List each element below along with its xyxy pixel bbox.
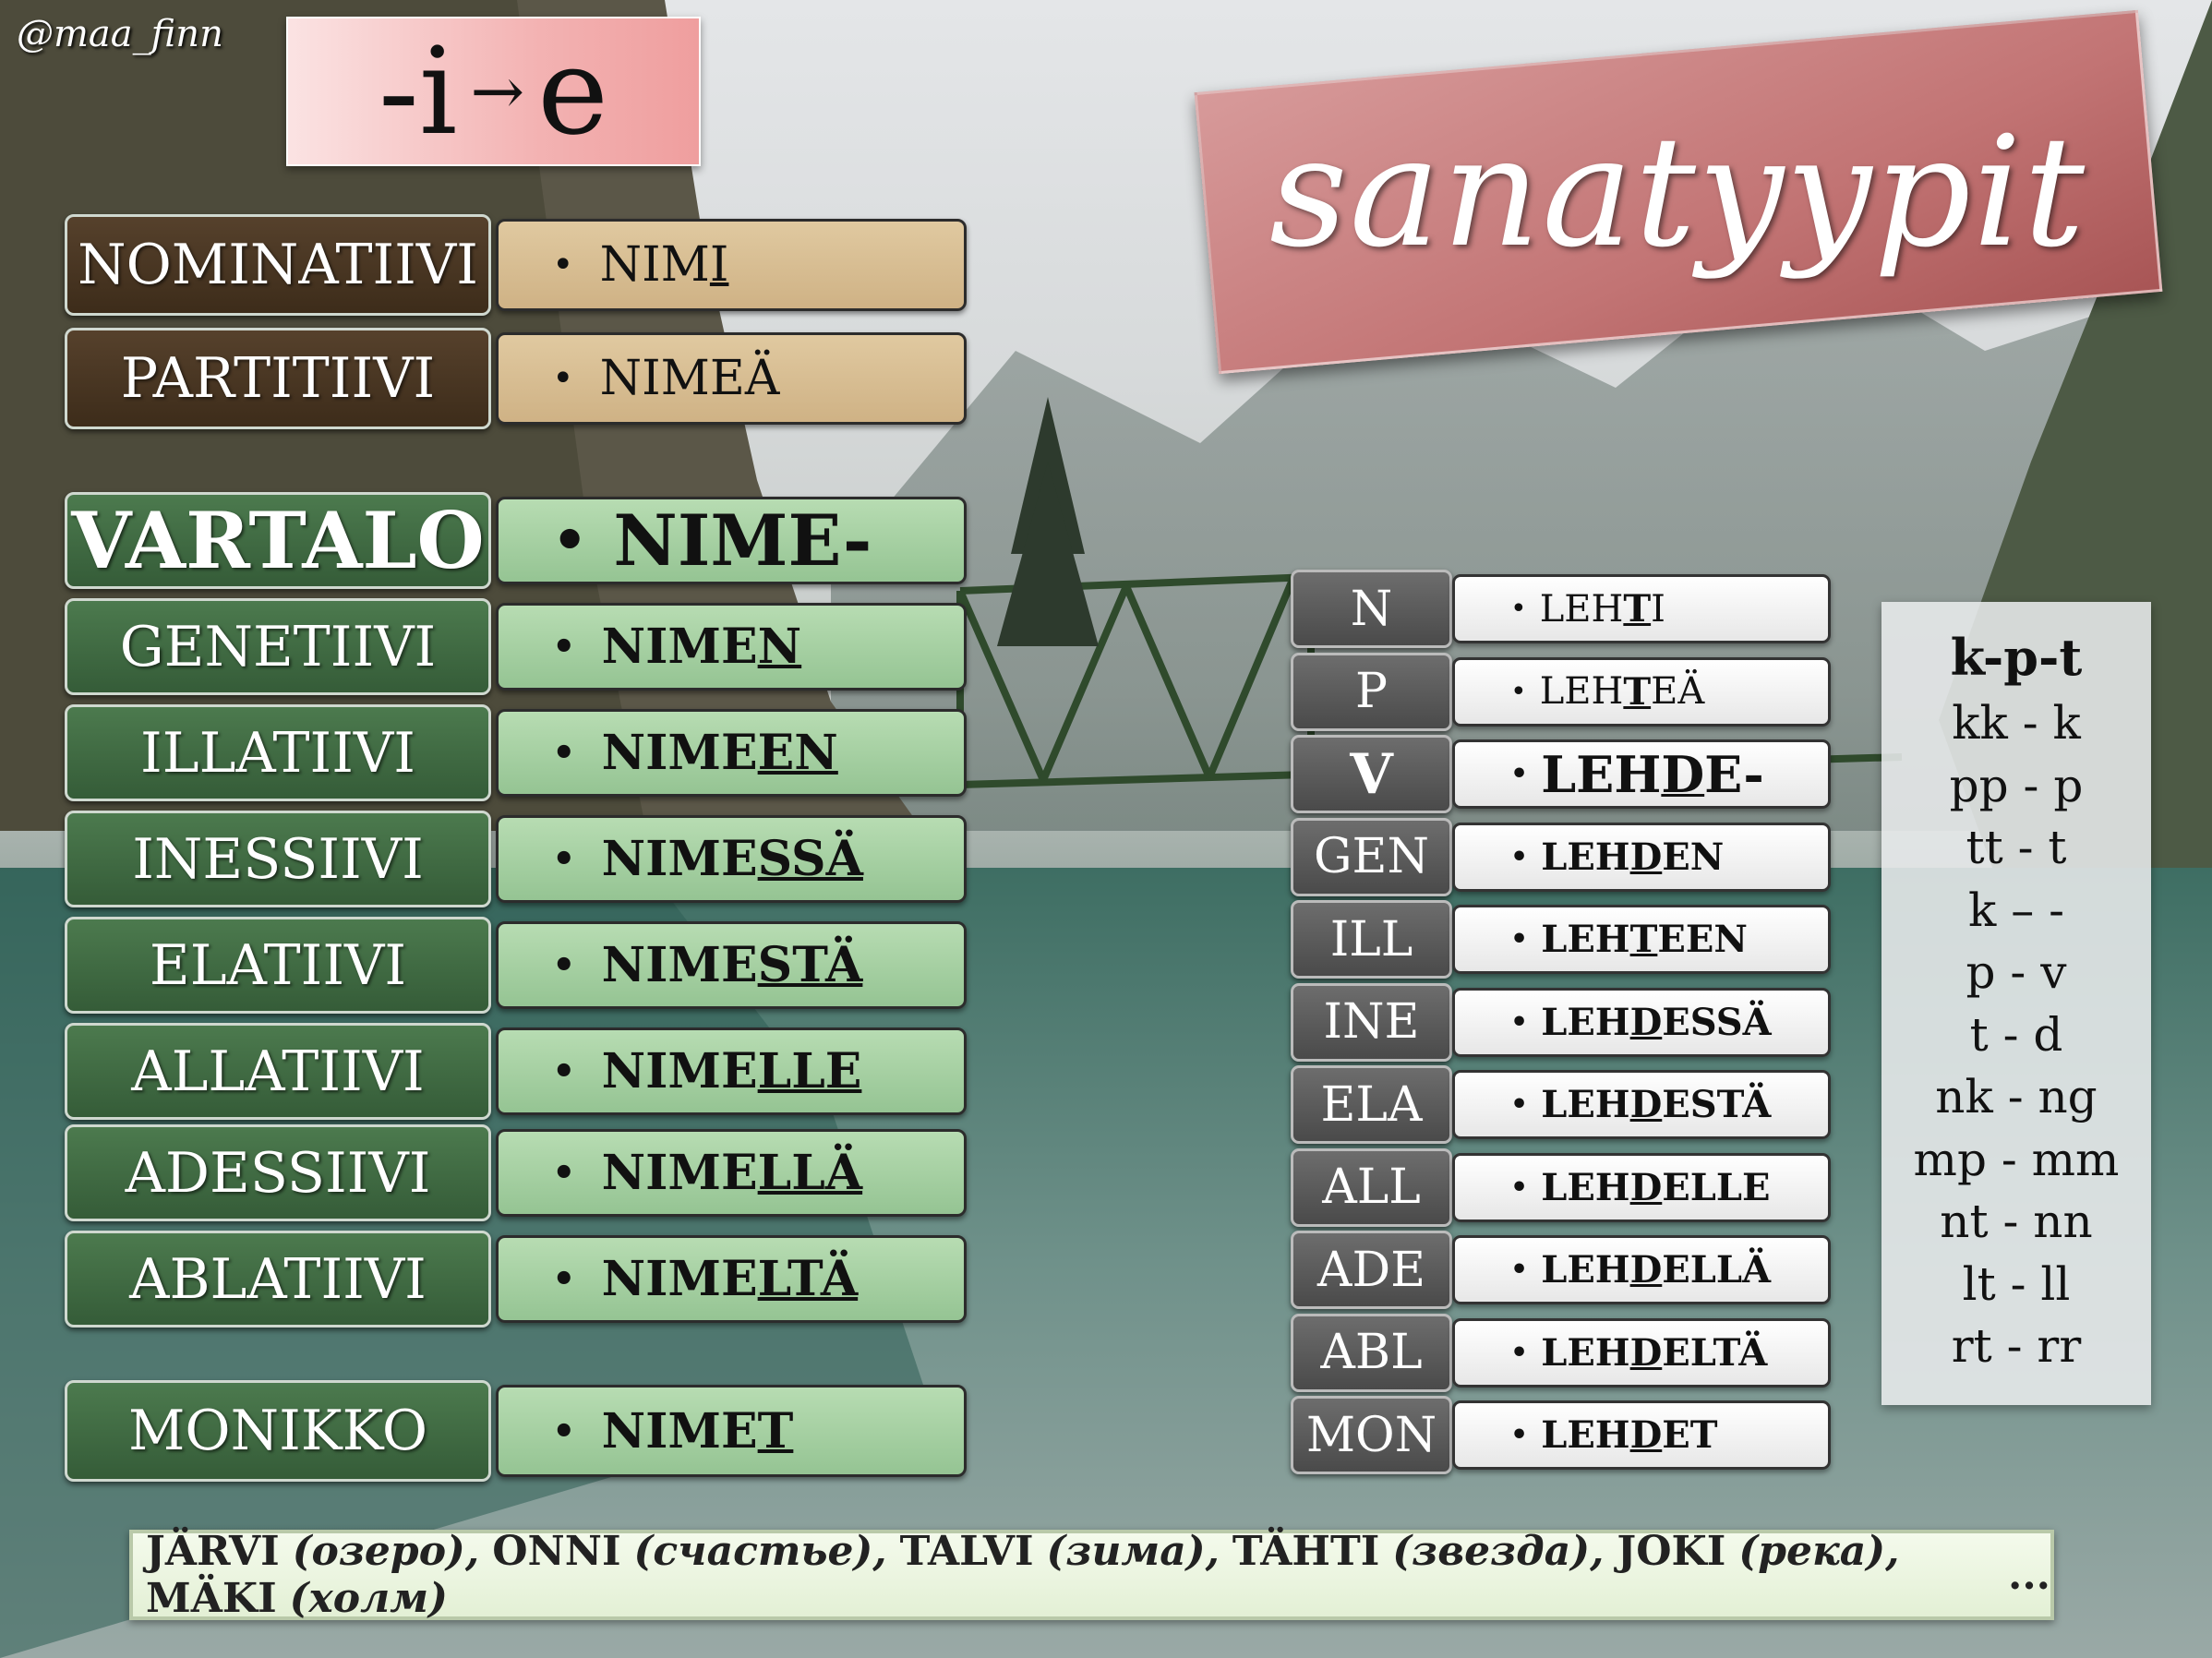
bullet-icon: • (1510, 923, 1529, 955)
form-ending: SSÄ (757, 831, 863, 887)
bullet-icon: • (552, 1151, 576, 1195)
form-gradation-letter: D (1629, 1330, 1663, 1375)
example-translation: (счастье), (633, 1528, 887, 1575)
kpt-row: lt - ll (1962, 1256, 2071, 1311)
bullet-icon: • (552, 357, 574, 400)
kpt-row: k – - (1968, 883, 2064, 937)
case-abbrev: ABL (1291, 1314, 1452, 1392)
examples-list (146, 1528, 1995, 1622)
example-word: MÄKI (146, 1575, 277, 1622)
example-translation: (река), (1738, 1528, 1900, 1575)
case-label: NOMINATIIVI (65, 214, 491, 316)
page-title: sanatyypit (1269, 103, 2087, 281)
case-abbrev: MON (1291, 1396, 1452, 1474)
bullet-icon: • (1510, 1419, 1529, 1451)
example-word: JOKI (1617, 1528, 1726, 1575)
form-rest: EÄ (1651, 670, 1705, 713)
form-stem: NIME (601, 937, 758, 993)
form-gradation-letter: D (1661, 744, 1705, 804)
bullet-icon: • (1510, 1336, 1529, 1369)
case-form (1452, 988, 1831, 1057)
case-label: ABLATIIVI (65, 1231, 491, 1328)
example-translation: (озеро), (292, 1528, 480, 1575)
case-form (1452, 657, 1831, 727)
case-abbrev: INE (1291, 983, 1452, 1062)
bullet-icon: • (1510, 593, 1527, 625)
bullet-icon: • (552, 244, 574, 286)
example-word: JÄRVI (146, 1528, 280, 1575)
case-label: ILLATIIVI (65, 704, 491, 801)
case-label: VARTALO (65, 492, 491, 589)
rule-badge (286, 17, 701, 166)
form-rest: E- (1704, 744, 1764, 804)
bullet-icon: • (1510, 1088, 1529, 1121)
form-gradation-letter: T (1623, 669, 1652, 714)
case-label: ALLATIIVI (65, 1023, 491, 1120)
consonant-gradation-panel (1881, 602, 2151, 1405)
form-rest: ET (1662, 1413, 1718, 1457)
form-stem: NIME (601, 619, 758, 675)
form-gradation-letter: D (1629, 1413, 1663, 1457)
form-stem: NIM (599, 237, 710, 293)
case-label: PARTITIIVI (65, 328, 491, 429)
bullet-icon: • (552, 943, 576, 987)
form-rest: ESTÄ (1662, 1083, 1772, 1126)
kpt-rows (1914, 692, 2120, 1378)
form-ending: I (709, 237, 729, 293)
form-stem: NIME (601, 1402, 758, 1460)
rule-to: e (537, 21, 609, 162)
bullet-icon: • (552, 1257, 576, 1301)
case-abbrev: ELA (1291, 1065, 1452, 1144)
case-form (1452, 1070, 1831, 1139)
form-stem: NIME (601, 831, 758, 887)
case-form (1452, 1235, 1831, 1304)
case-form (496, 603, 967, 691)
case-form (496, 1235, 967, 1323)
case-abbrev: ALL (1291, 1148, 1452, 1227)
form-stem: NIME (601, 1043, 758, 1099)
case-abbrev: P (1291, 653, 1452, 731)
case-form (1452, 823, 1831, 892)
case-label: ELATIIVI (65, 917, 491, 1014)
case-form (1452, 739, 1831, 809)
bullet-icon: • (552, 1409, 576, 1453)
form-ending: T (757, 1402, 794, 1460)
examples-bar (129, 1530, 2054, 1620)
case-form (496, 1385, 967, 1477)
case-form (496, 709, 967, 797)
case-form (1452, 1153, 1831, 1222)
case-abbrev: V (1291, 735, 1452, 813)
kpt-row: t - d (1969, 1007, 2063, 1062)
case-form (496, 1027, 967, 1115)
kpt-row: nk - ng (1935, 1070, 2098, 1123)
form-stem: LEH (1541, 1083, 1630, 1126)
kpt-row: rt - rr (1951, 1319, 2082, 1373)
bullet-icon: • (1510, 840, 1529, 873)
form-gradation-letter: T (1623, 587, 1652, 631)
form-stem: LEH (1541, 835, 1630, 879)
case-form (496, 1129, 967, 1217)
form-rest: ELTÄ (1662, 1330, 1768, 1375)
example-word: ONNI (492, 1528, 621, 1575)
form-stem: LEH (1541, 744, 1662, 804)
case-form (496, 497, 967, 584)
form-ending: LTÄ (757, 1251, 859, 1307)
form-stem: NIME (601, 1145, 758, 1201)
bullet-icon: • (552, 508, 588, 573)
example-translation: (зима), (1046, 1528, 1220, 1575)
form-stem: LEH (1541, 918, 1630, 961)
form-stem: LEH (1541, 1413, 1630, 1457)
form-rest: ESSÄ (1662, 1000, 1772, 1044)
case-label: INESSIIVI (65, 811, 491, 907)
form-stem: LEH (1541, 1248, 1630, 1292)
form-stem: LEH (1539, 670, 1624, 713)
form-rest: ELLÄ (1662, 1248, 1772, 1292)
kpt-heading: k-p-t (1950, 628, 2083, 687)
form-gradation-letter: D (1629, 1248, 1663, 1292)
bullet-icon: • (552, 731, 576, 775)
example-word: TÄHTI (1232, 1528, 1380, 1575)
bullet-icon: • (552, 625, 576, 668)
bullet-icon: • (1510, 1171, 1529, 1204)
examples-ellipsis: ... (2008, 1551, 2050, 1599)
example-word: TALVI (899, 1528, 1034, 1575)
form-ending: N (757, 619, 802, 675)
case-form (1452, 1318, 1831, 1388)
kpt-row: nt - nn (1940, 1195, 2093, 1248)
form-rest: ELLE (1662, 1165, 1771, 1209)
case-label: ADESSIIVI (65, 1124, 491, 1221)
kpt-row: p - v (1966, 945, 2067, 999)
form-ending: LLÄ (757, 1145, 863, 1201)
case-label: MONIKKO (65, 1380, 491, 1482)
form-ending: STÄ (757, 937, 863, 993)
example-translation: (холм) (289, 1575, 448, 1622)
rule-from: -i (378, 21, 458, 162)
case-form (496, 815, 967, 903)
example-translation: (звезда), (1392, 1528, 1605, 1575)
author-handle: @maa_finn (17, 13, 223, 55)
case-abbrev: ADE (1291, 1231, 1452, 1309)
form-gradation-letter: D (1629, 835, 1663, 879)
case-form (496, 332, 967, 425)
bullet-icon: • (552, 837, 576, 881)
form-rest: I (1651, 587, 1665, 631)
case-form (496, 921, 967, 1009)
form-stem: NIME (601, 725, 758, 781)
kpt-row: mp - mm (1913, 1132, 2120, 1186)
form-gradation-letter: D (1629, 1000, 1663, 1044)
bullet-icon: • (1510, 758, 1529, 790)
case-form (1452, 1400, 1831, 1470)
form-stem: NIME- (613, 499, 872, 582)
case-form (1452, 905, 1831, 974)
kpt-row: kk - k (1952, 696, 2081, 750)
bullet-icon: • (1510, 675, 1527, 708)
form-stem: NIMEÄ (599, 351, 780, 406)
form-rest: EN (1662, 835, 1725, 879)
form-ending: EN (757, 725, 838, 781)
bullet-icon: • (552, 1050, 576, 1093)
case-abbrev: N (1291, 570, 1452, 648)
form-stem: LEH (1539, 587, 1624, 631)
case-abbrev: ILL (1291, 900, 1452, 979)
case-label: GENETIIVI (65, 598, 491, 695)
form-gradation-letter: T (1629, 918, 1658, 961)
case-form (1452, 574, 1831, 643)
form-stem: LEH (1541, 1165, 1630, 1209)
case-abbrev: GEN (1291, 818, 1452, 896)
form-stem: LEH (1541, 1000, 1630, 1044)
case-form (496, 219, 967, 311)
kpt-row: pp - p (1949, 758, 2084, 812)
kpt-row: tt - t (1966, 821, 2067, 874)
form-gradation-letter: D (1629, 1083, 1663, 1126)
form-gradation-letter: D (1629, 1165, 1663, 1209)
rule-arrow: → (470, 54, 525, 129)
form-stem: LEH (1541, 1330, 1630, 1375)
form-ending: LLE (757, 1043, 862, 1099)
bullet-icon: • (1510, 1005, 1529, 1039)
bullet-icon: • (1510, 1254, 1529, 1286)
form-rest: EEN (1657, 918, 1748, 961)
form-stem: NIME (601, 1251, 758, 1307)
